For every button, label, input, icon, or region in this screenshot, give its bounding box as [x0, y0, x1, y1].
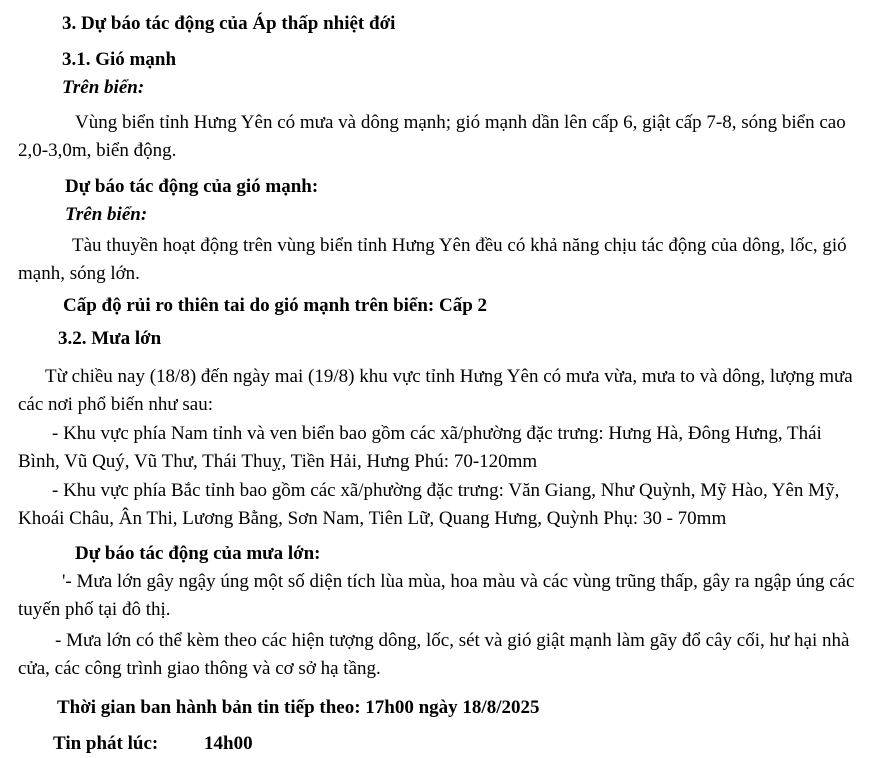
rain-impact-heading: Dự báo tác động của mưa lớn:: [75, 543, 321, 564]
rain-impact-storm-text: - Mưa lớn có thể kèm theo các hiện tượng dông, lốc, sét và gió giật mạnh làm gãy đổ cây cối, hư hại nhà cửa, các công trình giao thông và cơ sở hạ tầng.: [18, 630, 850, 679]
rain-impact-flooding-text: '- Mưa lớn gây ngậy úng một số diện tích lùa mùa, hoa màu và các vùng trũng thấp, gây ra ngập úng các tuyến phố tại đô thị.: [18, 571, 855, 620]
rain-forecast-text: Từ chiều nay (18/8) đến ngày mai (19/8) khu vực tỉnh Hưng Yên có mưa vừa, mưa to và dông, lượng mưa các nơi phổ biến như sau:: [18, 366, 853, 415]
wind-impact-at-sea-text: Tàu thuyền hoạt động trên vùng biển tỉnh Hưng Yên đều có khả năng chịu tác động của dông, lốc, gió mạnh, sóng lớn.: [18, 235, 847, 284]
wind-at-sea-forecast-text: Vùng biển tỉnh Hưng Yên có mưa và dông mạnh; gió mạnh dần lên cấp 6, giật cấp 7-8, sóng biển cao 2,0-3,0m, biển động.: [18, 112, 846, 161]
subsection-heading-heavy-rain: 3.2. Mưa lớn: [58, 328, 162, 349]
rain-south-area-text: - Khu vực phía Nam tỉnh và ven biển bao gồm các xã/phường đặc trưng: Hưng Hà, Đông Hưng, Thái Bình, Vũ Quý, Vũ Thư, Thái Thuỵ, Tiền Hải, Hưng Phú: 70-120mm: [18, 423, 822, 472]
issued-time-line: [53, 730, 866, 758]
issued-time-label: Tin phát lúc:: [53, 733, 159, 754]
wind-impact-heading: Dự báo tác động của gió mạnh:: [65, 176, 319, 197]
section-heading-impact-forecast: 3. Dự báo tác động của Áp thấp nhiệt đới: [62, 13, 396, 34]
issued-time-value: 14h00: [204, 733, 253, 754]
next-bulletin-time-line: Thời gian ban hành bản tin tiếp theo: 17h00 ngày 18/8/2025: [57, 697, 540, 718]
wind-risk-level-line: Cấp độ rủi ro thiên tai do gió mạnh trên biển: Cấp 2: [63, 295, 488, 316]
subsection-heading-strong-wind: 3.1. Gió mạnh: [62, 49, 177, 70]
rain-north-area-text: - Khu vực phía Bắc tỉnh bao gồm các xã/phường đặc trưng: Văn Giang, Như Quỳnh, Mỹ Hào, Yên Mỹ, Khoái Châu, Ân Thi, Lương Bằng, Sơn Nam, Tiên Lữ, Quang Hưng, Quỳnh Phụ: 30 - 70mm: [18, 480, 840, 529]
at-sea-label: Trên biển:: [62, 77, 145, 98]
at-sea-label-impact: Trên biển:: [65, 204, 148, 225]
